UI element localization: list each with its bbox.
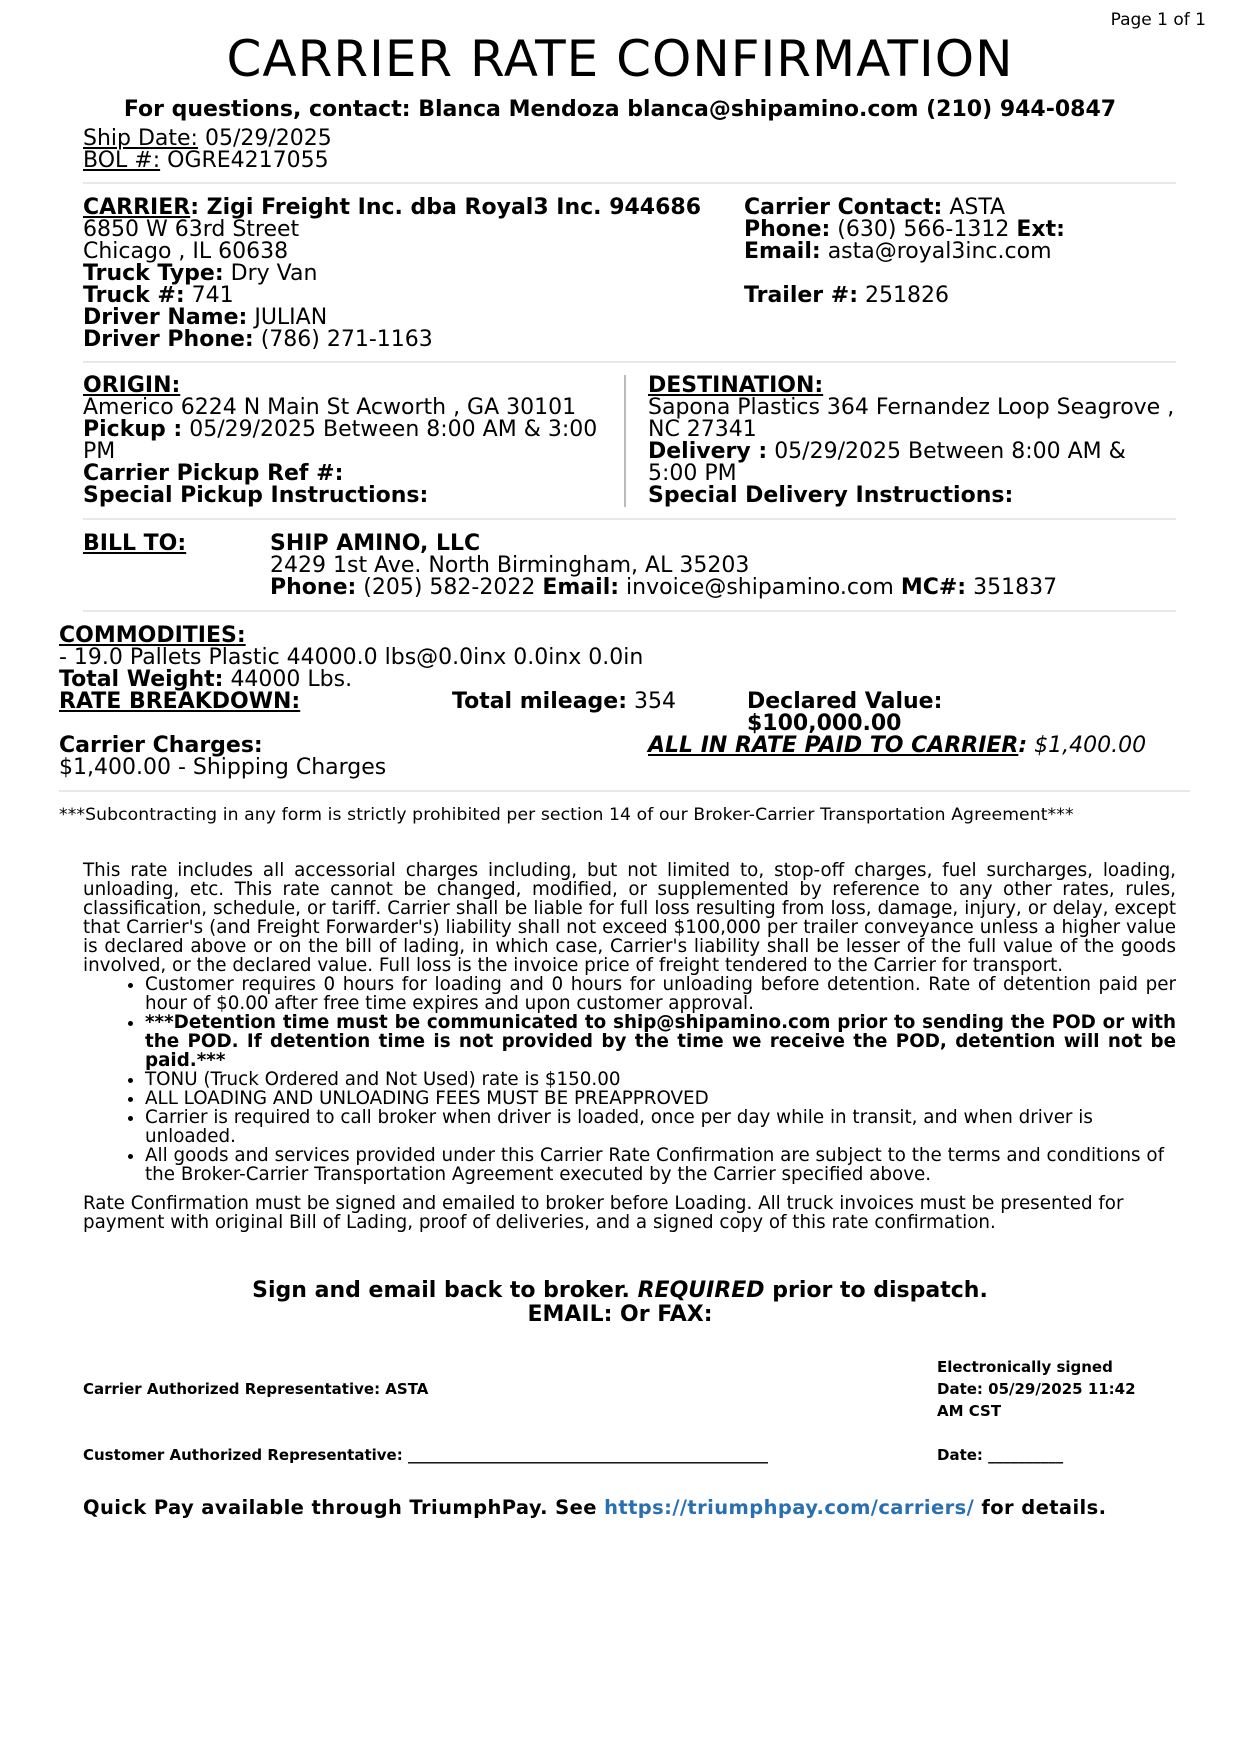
carrier-email — [744, 241, 1052, 263]
bill-to-mc-label: MC#: — [900, 575, 967, 600]
carrier-ext-label: Ext: — [1016, 217, 1065, 242]
bol-label: BOL #: — [83, 148, 161, 173]
column-divider — [624, 375, 626, 507]
bol-value: OGRE4217055 — [167, 148, 329, 173]
page-number: Page 1 of 1 — [1110, 10, 1206, 30]
electronic-signature — [937, 1356, 1136, 1422]
truck-type-value: Dry Van — [230, 261, 318, 286]
origin-label: ORIGIN — [83, 373, 172, 398]
delivery-value: 05/29/2025 Between 8:00 AM & — [774, 439, 1126, 464]
list-item: • TONU (Truck Ordered and Not Used) rate is $150.00 — [145, 1070, 1176, 1089]
declared-value: $100,000.00 — [747, 711, 902, 736]
bill-to-name: SHIP AMINO, LLC — [270, 531, 481, 556]
contact-line: For questions, contact: Blanca Mendoza blanca@shipamino.com (210) 944-0847 — [123, 97, 1117, 122]
carrier-label: CARRIER — [83, 195, 191, 220]
driver-phone-value: (786) 271-1163 — [260, 327, 433, 352]
carrier-phone-value: (630) 566-1312 — [837, 217, 1010, 242]
carrier-address2: Chicago , IL 60638 — [83, 239, 289, 264]
ship-date-value: 05/29/2025 — [204, 126, 332, 151]
charge-line: $1,400.00 - Shipping Charges — [59, 755, 387, 780]
subcontracting-notice: ***Subcontracting in any form is strictly prohibited per section 14 of our Broker-Carrier Transportation Agreement*** — [59, 805, 1074, 825]
sign-line-required: REQUIRED — [637, 1278, 765, 1303]
origin-address: Americo 6224 N Main St Acworth , GA 30101 — [83, 395, 577, 420]
delivery-time-cont: 5:00 PM — [648, 461, 737, 486]
divider — [83, 518, 1176, 520]
list-item: • Customer requires 0 hours for loading and 0 hours for unloading before detention. Rate of detention paid per hour of $0.00 after free time expires and upon customer approval. — [145, 975, 1176, 1013]
terms-paragraph: This rate includes all accessorial charges including, but not limited to, stop-off charges, fuel surcharges, loading, unloading, etc. This rate cannot be changed, modified, or supplemented by reference to any other rates, rules, classification, schedule, or tariff. Carrier shall be liable for full loss resulting from loss, damage, injury, or delay, except that Carrier's (and Freight Forwarder's) liability shall not exceed $100,000 per trailer conveyance unless a higher value is declared above or on the bill of lading, in which case, Carrier's liability shall be lesser of the full value of the goods involved, or the declared value. Full loss is the invoice price of freight tendered to the Carrier for transport. — [83, 860, 1176, 976]
esigned-time: AM CST — [937, 1402, 1002, 1420]
pickup-label: Pickup : — [83, 417, 183, 442]
truck-type — [83, 263, 317, 285]
carrier-contact — [744, 197, 1005, 219]
driver-phone-label: Driver Phone: — [83, 327, 254, 352]
all-in-rate-label: ALL IN RATE PAID TO CARRIER — [648, 733, 1019, 758]
pickup-value: 05/29/2025 Between 8:00 AM & 3:00 — [189, 417, 598, 442]
total-weight-value: 44000 Lbs. — [230, 667, 353, 692]
delivery-instructions-label: Special Delivery Instructions: — [648, 483, 1014, 508]
bol-number — [83, 150, 329, 172]
divider — [83, 361, 1176, 363]
truck-number — [83, 285, 234, 307]
trailer-label: Trailer #: — [744, 283, 859, 308]
total-mileage-label: Total mileage: — [452, 689, 628, 714]
driver-phone — [83, 329, 433, 351]
triumphpay-link[interactable]: https://triumphpay.com/carriers/ — [604, 1496, 975, 1519]
list-item: • ***Detention time must be communicated to ship@shipamino.com prior to sending the POD or with the POD. If detention time is not provided by the time we receive the POD, detention will not be paid.*** — [145, 1013, 1176, 1070]
driver-name-label: Driver Name: — [83, 305, 248, 330]
rate-breakdown-label: RATE BREAKDOWN: — [59, 689, 301, 714]
quick-pay-notice — [83, 1496, 1106, 1519]
divider — [59, 790, 1190, 792]
carrier-phone — [744, 219, 1065, 241]
total-weight — [59, 669, 352, 691]
pickup-ref-label: Carrier Pickup Ref #: — [83, 461, 344, 486]
pickup-instructions-label: Special Pickup Instructions: — [83, 483, 429, 508]
quick-pay-suffix: for details. — [981, 1496, 1107, 1519]
destination-label: DESTINATION — [648, 373, 815, 398]
carrier-email-label: Email: — [744, 239, 821, 264]
trailer-value: 251826 — [865, 283, 950, 308]
total-mileage — [452, 691, 676, 713]
truck-number-value: 741 — [191, 283, 234, 308]
carrier-phone-label: Phone: — [744, 217, 831, 242]
bill-to-email: invoice@shipamino.com — [626, 575, 894, 600]
divider — [83, 182, 1176, 184]
delivery-time — [648, 441, 1126, 463]
carrier-contact-value: ASTA — [949, 195, 1006, 220]
carrier-address1: 6850 W 63rd Street — [83, 217, 300, 242]
sign-line-post: prior to dispatch. — [772, 1278, 988, 1303]
customer-rep-signature: Customer Authorized Representative: ________________________________________________ — [83, 1446, 768, 1464]
origin-heading: ORIGIN: — [83, 373, 181, 398]
terms-list — [83, 975, 1176, 1184]
sign-email-fax: EMAIL: Or FAX: — [527, 1302, 713, 1327]
esigned-date: Date: 05/29/2025 11:42 — [937, 1380, 1136, 1398]
terms-section — [83, 861, 1176, 1232]
carrier-contact-label: Carrier Contact: — [744, 195, 943, 220]
destination-heading: DESTINATION: — [648, 373, 824, 398]
all-in-rate: ALL IN RATE PAID TO CARRIER: $1,400.00 — [648, 733, 1147, 758]
driver-name-value: JULIAN — [254, 305, 328, 330]
rate-confirmation-note: Rate Confirmation must be signed and emailed to broker before Loading. All truck invoices must be presented for payment with original Bill of Lading, proof of deliveries, and a signed copy of this rate confirmation. — [83, 1193, 1124, 1233]
page-title: CARRIER RATE CONFIRMATION — [226, 30, 1014, 88]
carrier-email-value: asta@royal3inc.com — [827, 239, 1052, 264]
bill-to-email-label: Email: — [542, 575, 620, 600]
commodities-label: COMMODITIES — [59, 623, 237, 648]
ship-date — [83, 128, 332, 150]
declared-value-label: Declared Value: — [747, 689, 943, 714]
sign-instruction — [0, 1280, 1240, 1302]
quick-pay-text: Quick Pay available through TriumphPay. See — [83, 1496, 597, 1519]
total-mileage-value: 354 — [634, 689, 677, 714]
commodities-heading: COMMODITIES: — [59, 623, 246, 648]
bill-to-address: 2429 1st Ave. North Birmingham, AL 35203 — [270, 553, 750, 578]
bill-to-phone-label: Phone: — [270, 575, 357, 600]
list-item: • Carrier is required to call broker when driver is loaded, once per day while in transit, and when driver is unloaded. — [145, 1108, 1176, 1146]
esigned-line: Electronically signed — [937, 1358, 1113, 1376]
destination-address: Sapona Plastics 364 Fernandez Loop Seagrove , — [648, 395, 1175, 420]
carrier-heading — [83, 197, 701, 219]
delivery-label: Delivery : — [648, 439, 768, 464]
trailer-number — [744, 285, 949, 307]
bill-to-mc: 351837 — [973, 575, 1058, 600]
driver-name — [83, 307, 327, 329]
bill-to-contact — [270, 577, 1057, 599]
list-item: • All goods and services provided under this Carrier Rate Confirmation are subject to the terms and conditions of the Broker-Carrier Transportation Agreement executed by the Carrier specified above. — [145, 1146, 1176, 1184]
bill-to-label: BILL TO: — [83, 531, 187, 556]
bill-to-phone: (205) 582-2022 — [363, 575, 536, 600]
destination-address-cont: NC 27341 — [648, 417, 757, 442]
carrier-rep-signature: Carrier Authorized Representative: ASTA — [83, 1380, 429, 1398]
sign-line-pre: Sign and email back to broker. — [252, 1278, 630, 1303]
total-weight-label: Total Weight: — [59, 667, 224, 692]
ship-date-label: Ship Date: — [83, 126, 198, 151]
carrier-charges-label: Carrier Charges: — [59, 733, 263, 758]
pickup-time-cont: PM — [83, 439, 116, 464]
commodity-item: - 19.0 Pallets Plastic 44000.0 lbs@0.0inx 0.0inx 0.0in — [59, 645, 644, 670]
pickup-time — [83, 419, 597, 441]
divider — [83, 610, 1176, 612]
list-item: • ALL LOADING AND UNLOADING FEES MUST BE PREAPPROVED — [145, 1089, 1176, 1108]
customer-date: Date: __________ — [937, 1446, 1064, 1464]
truck-number-label: Truck #: — [83, 283, 185, 308]
carrier-name: : Zigi Freight Inc. dba Royal3 Inc. 944686 — [190, 195, 702, 220]
all-in-rate-value: $1,400.00 — [1034, 733, 1147, 758]
truck-type-label: Truck Type: — [83, 261, 224, 286]
